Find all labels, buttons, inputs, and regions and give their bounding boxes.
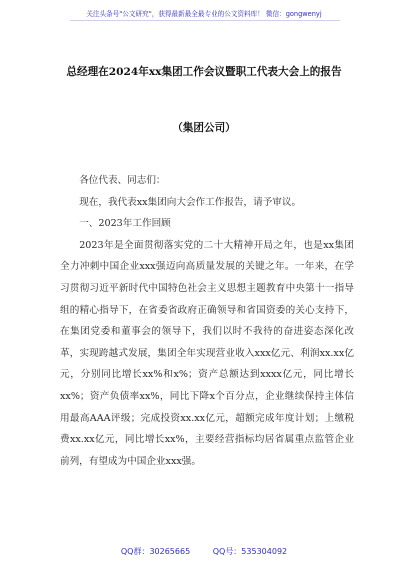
- document-subtitle: （集团公司）: [172, 122, 236, 134]
- salutation: 各位代表、同志们：: [79, 175, 166, 186]
- section-heading: 一、2023年工作回顾: [79, 218, 171, 230]
- paragraph-review: 2023年是全面贯彻落实党的二十大精神开局之年，也是xx集团全力冲刺中国企业xxx强迈向高质量发展的关键之年。一年来，在学习贯彻习近平新时代中国特色社会主义思想主题教育中央第十一指导组的精心指导下，在省委省政府正确领导和省国资委的关心支持下，在集团党委和董事会的领导下，我们以时不我待的奋进姿态深化改革，实现跨越式发展，集团全年实现营业收入xxx亿元、利润xx.xx亿元，分别同比增长xx%和x%；资产总额达到xxxx亿元，同比增长xx%；资产负债率xx%，同比下降x个百分点，企业继续保持主体信用最高AAA评级；完成投资xx.xx亿元，超额完成年度计划；上缴税费xx.xx亿元，同比增长xx%，主要经营指标均居省属重点监管企业前列，有望成为中国企业xxx强。: [60, 239, 354, 467]
- footer-qq-number: QQ号：535304092: [212, 547, 288, 556]
- document-body: [60, 170, 354, 472]
- footer: [0, 546, 408, 557]
- header-banner: 关注头条号"公文研究"，获得最新最全最专业的公文资料库！ 微信：gongwenyj: [86, 10, 322, 18]
- header-divider: [70, 20, 340, 21]
- footer-qq-group: QQ群：30265665: [120, 547, 191, 556]
- paragraph-intro: 现在，我代表xx集团向大会作工作报告，请予审议。: [79, 196, 302, 208]
- document-title: 总经理在2024年xx集团工作会议暨职工代表大会上的报告: [66, 66, 342, 78]
